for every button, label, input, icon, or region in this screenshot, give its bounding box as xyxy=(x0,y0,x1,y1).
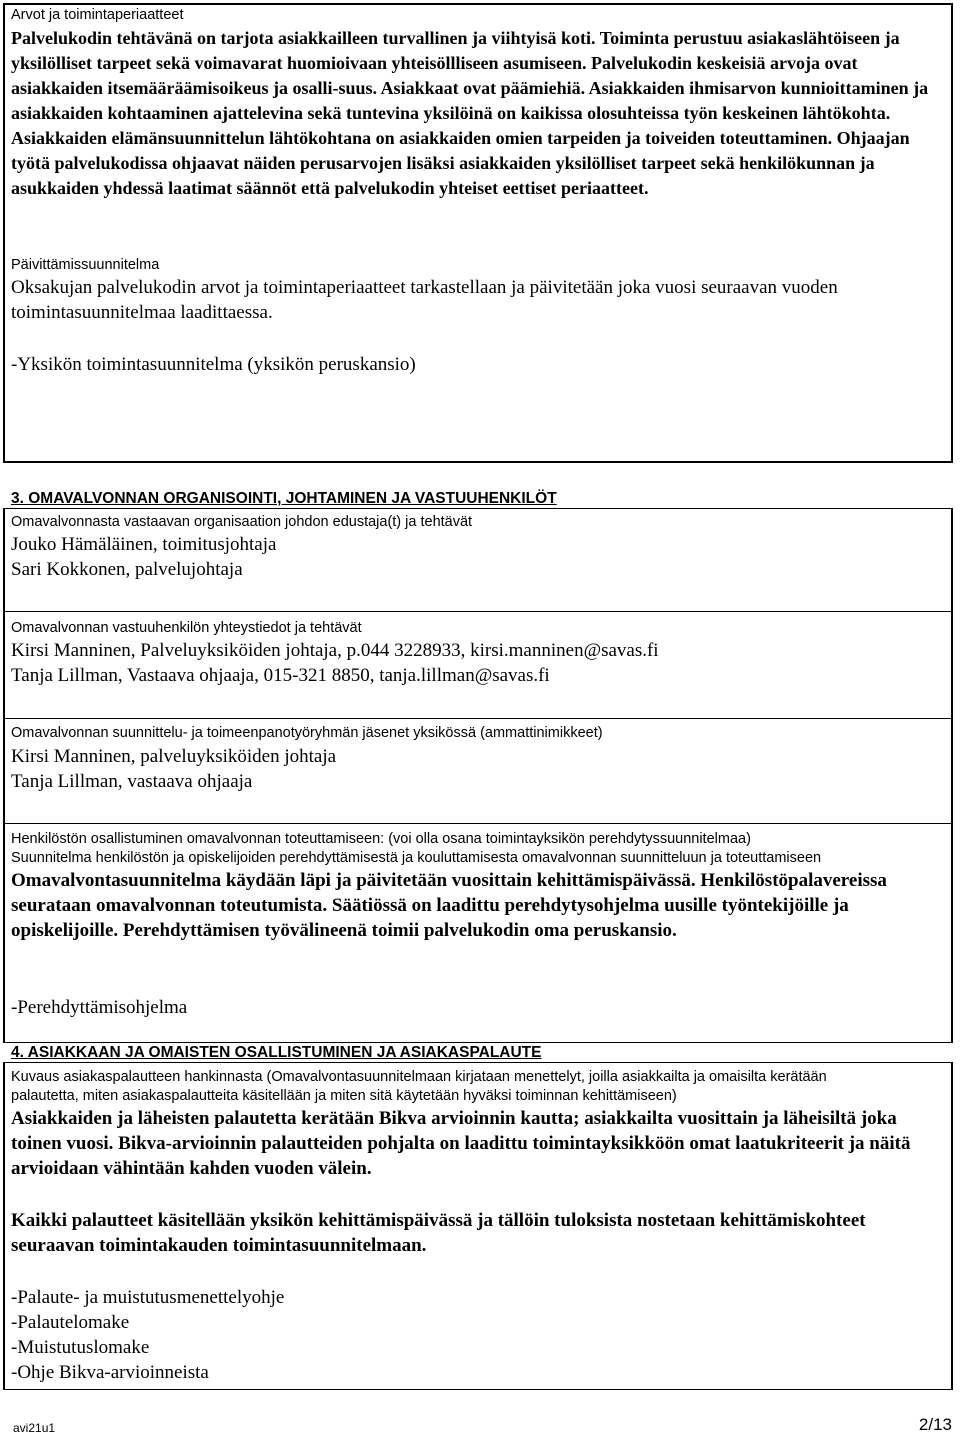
leader-2: Sari Kokkonen, palvelujohtaja xyxy=(11,559,243,580)
section3-divider-1 xyxy=(3,611,953,612)
document-code: avi21u1 xyxy=(13,1421,56,1435)
feedback-paragraph-1: Asiakkaiden ja läheisten palautetta kerätään Bikva arvioinnin kautta; asiakkailta vuosittain ja läheisiltä joka toinen vuosi. Bikva-arvioinnin palautteiden pohjalta on laadittu toimintayksikköön omat laatukriteerit ja näitä arvioidaan vähintään kahden vuoden välein. xyxy=(11,1108,911,1179)
update-plan-text: Oksakujan palvelukodin arvot ja toimintaperiaatteet tarkastellaan ja päivitetään joka vuosi seuraavan vuoden toimintasuunnitelmaa laadittaessa. xyxy=(11,277,838,323)
team-member-2: Tanja Lillman, vastaava ohjaaja xyxy=(11,771,253,792)
section4-top-rule xyxy=(3,1062,953,1063)
feedback-label-2: palautetta, miten asiakaspalautteita käsitellään ja miten sitä käytetään hyväksi toiminnan kehittämiseen) xyxy=(11,1088,677,1104)
reference-1: -Palaute- ja muistutusmenettelyohje xyxy=(11,1287,285,1308)
reference-3: -Muistutuslomake xyxy=(11,1337,150,1358)
section3-reference: -Perehdyttämisohjelma xyxy=(11,997,188,1018)
update-plan-label: Päivittämissuunnitelma xyxy=(11,257,160,273)
staff-label-2: Suunnitelma henkilöstön ja opiskelijoiden perehdyttämisestä ja kouluttamisesta omavalvonnan suunnitteluun ja toteuttamiseen xyxy=(11,850,822,866)
values-reference: -Yksikön toimintasuunnitelma (yksikön peruskansio) xyxy=(11,354,416,375)
reference-2: -Palautelomake xyxy=(11,1312,130,1333)
staff-text: Omavalvontasuunnitelma käydään läpi ja päivitetään vuosittain kehittämispäivässä. Henkilöstöpalavereissa seurataan omavalvonnan toteutumista. Säätiössä on laadittu perehdytysohjelma uusille työntekijöille ja opiskelijoille. Perehdyttämisen työvälineenä toimii palvelukodin oma peruskansio. xyxy=(11,870,887,941)
page-number: 2/13 xyxy=(918,1415,952,1434)
contacts-label: Omavalvonnan vastuuhenkilön yhteystiedot ja tehtävät xyxy=(11,620,362,636)
staff-label-1: Henkilöstön osallistuminen omavalvonnan toteuttamiseen: (voi olla osana toimintayksikön perehdytyssuunnitelmaa) xyxy=(11,831,751,847)
section4-heading: 4. ASIAKKAAN JA OMAISTEN OSALLISTUMINEN JA ASIAKASPALAUTE xyxy=(11,1044,542,1061)
leaders-label: Omavalvonnasta vastaavan organisaation johdon edustaja(t) ja tehtävät xyxy=(11,514,473,530)
feedback-label-1: Kuvaus asiakaspalautteen hankinnasta (Omavalvontasuunnitelmaan kirjataan menettelyt, joilla asiakkailta ja omaisilta kerätään xyxy=(11,1069,827,1085)
section3-bottom-rule xyxy=(3,1042,953,1043)
values-label: Arvot ja toimintaperiaatteet xyxy=(11,7,184,23)
section3-top-rule xyxy=(3,508,953,509)
team-label: Omavalvonnan suunnittelu- ja toimeenpanotyöryhmän jäsenet yksikössä (ammattinimikkeet) xyxy=(11,725,603,741)
leader-1: Jouko Hämäläinen, toimitusjohtaja xyxy=(11,534,277,555)
section4-bottom-rule xyxy=(3,1389,953,1390)
reference-4: -Ohje Bikva-arvioinneista xyxy=(11,1362,209,1383)
team-member-1: Kirsi Manninen, palveluyksiköiden johtaja xyxy=(11,746,337,767)
values-paragraph: Palvelukodin tehtävänä on tarjota asiakkailleen turvallinen ja viihtyisä koti. Toiminta perustuu asiakaslähtöiseen ja yksilölliset tarpeet sekä voimavarat huomioivaan yhteisöllliseen asumiseen. Palvelukodin keskeisiä arvoja ovat asiakkaiden itsemääräämisoikeus ja osalli-suus. Asiakkaat ovat päämiehiä. Asiakkaiden ihmisarvon kunnioittaminen ja asiakkaiden kohtaaminen ajattelevina sekä tuntevina yksilöinä on kaikissa olosuhteissa työn keskeinen lähtökohta. Asiakkaiden elämänsuunnittelun lähtökohtana on asiakkaiden omien tarpeiden ja toiveiden toteuttaminen. Ohjaajan työtä palvelukodissa ohjaavat näiden perusarvojen lisäksi asiakkaiden yksilölliset tarpeet sekä henkilökunnan ja asukkaiden yhdessä laatimat säännöt että palvelukodin yhteiset eettiset periaatteet. xyxy=(11,28,929,198)
section3-divider-3 xyxy=(3,823,953,824)
contact-1: Kirsi Manninen, Palveluyksiköiden johtaja, p.044 3228933, kirsi.manninen@savas.fi xyxy=(11,640,659,661)
feedback-paragraph-2: Kaikki palautteet käsitellään yksikön kehittämispäivässä ja tällöin tuloksista nostetaan kehittämiskohteet seuraavan toimintakauden toimintasuunnitelmaan. xyxy=(11,1210,866,1256)
contact-2: Tanja Lillman, Vastaava ohjaaja, 015-321 8850, tanja.lillman@savas.fi xyxy=(11,665,550,686)
section3-divider-2 xyxy=(3,718,953,719)
section3-heading: 3. OMAVALVONNAN ORGANISOINTI, JOHTAMINEN JA VASTUUHENKILÖT xyxy=(11,490,557,507)
